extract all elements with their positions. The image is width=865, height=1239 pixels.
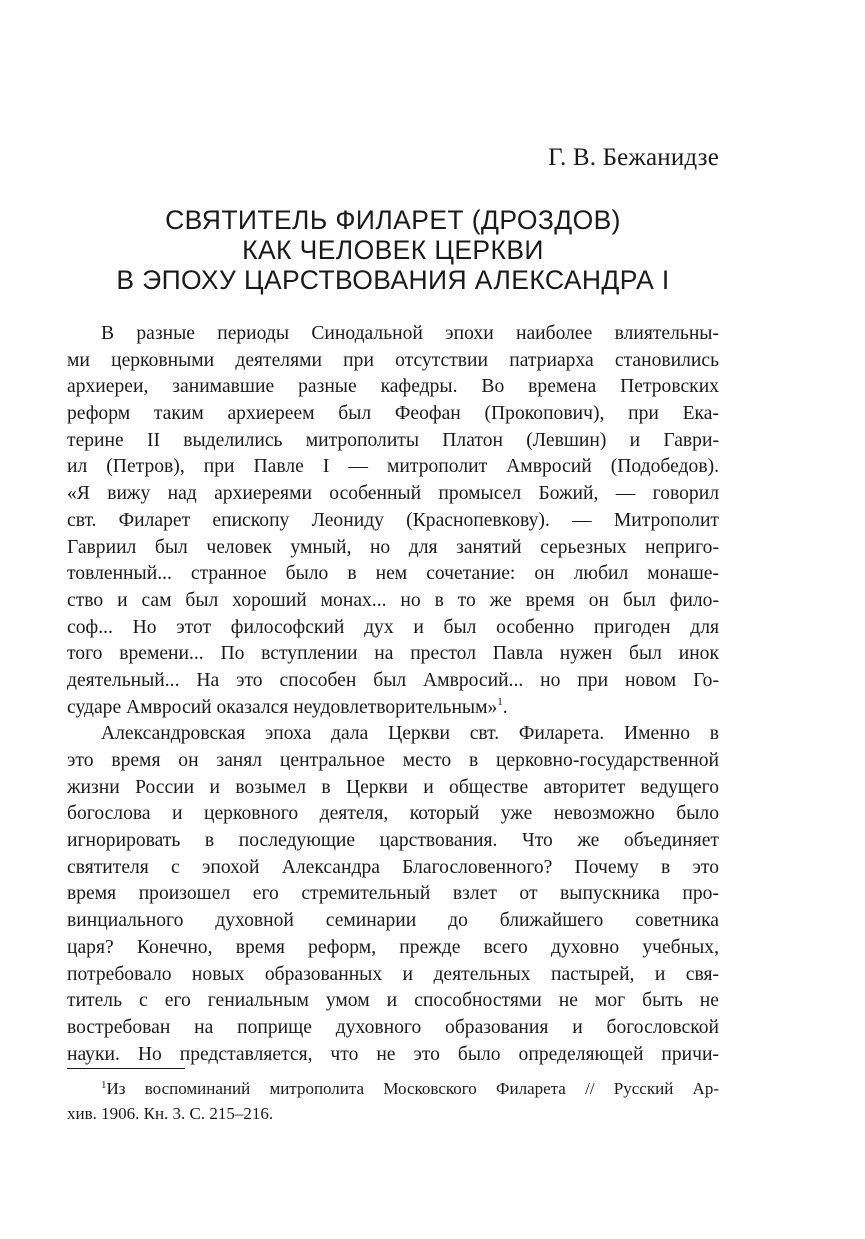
text-line: богослова и церковного деятеля, который уже невозможно было <box>67 803 719 825</box>
text-line: титель с его гениальным умом и способностями не мог быть не <box>67 990 719 1012</box>
title-line: СВЯТИТЕЛЬ ФИЛАРЕТ (ДРОЗДОВ) <box>165 205 621 235</box>
paragraph-1 <box>67 321 719 721</box>
text-line-content: сударе Амвросий оказался неудовлетворительным» <box>67 696 498 718</box>
footnote-line <box>67 1076 719 1101</box>
footnote-text: Из воспоминаний митрополита Московского Филарета // Русский Ар- <box>106 1079 719 1098</box>
footnote <box>67 1076 719 1126</box>
text-line: терине II выделились митрополиты Платон (Левшин) и Гаври- <box>67 429 719 451</box>
text-line: архиереи, занимавшие разные кафедры. Во времена Петровских <box>67 376 719 398</box>
text-line: деятельный... На это способен был Амвросий... но при новом Го- <box>67 669 719 691</box>
text-line: реформ таким архиереем был Феофан (Прокопович), при Ека- <box>67 403 719 425</box>
text-line: Александровская эпоха дала Церкви свт. Филарета. Именно в <box>101 723 719 745</box>
footnote-reference[interactable]: 1 <box>497 695 503 708</box>
text-line: соф... Но этот философский дух и был особенно пригоден для <box>67 616 719 638</box>
text-line: потребовало новых образованных и деятельных пастырей, и свя- <box>67 963 719 985</box>
title-line: В ЭПОХУ ЦАРСТВОВАНИЯ АЛЕКСАНДРА I <box>116 265 670 295</box>
text-line: ми церковными деятелями при отсутствии патриарха становились <box>67 349 719 371</box>
text-line: это время он занял центральное место в церковно-государственной <box>67 750 719 771</box>
text-line: товленный... странное было в нем сочетание: он любил монаше- <box>67 563 719 585</box>
article-body <box>67 321 719 1068</box>
text-line: святителя с эпохой Александра Благословенного? Почему в это <box>67 856 719 878</box>
text-line: ство и сам был хороший монах... но в то же время он был фило- <box>67 589 719 611</box>
text-line: игнорировать в последующие царствования. Что же объединяет <box>67 830 719 852</box>
title-line: КАК ЧЕЛОВЕК ЦЕРКВИ <box>242 235 544 265</box>
author-name: Г. В. Бежанидзе <box>548 144 719 171</box>
text-line: В разные периоды Синодальной эпохи наиболее влиятельны- <box>101 323 719 344</box>
text-line: того времени... По вступлении на престол Павла нужен был инок <box>67 643 719 665</box>
article-title <box>67 205 719 295</box>
footnote-line: хив. 1906. Кн. 3. С. 215–216. <box>67 1104 274 1123</box>
text-line: востребован на поприще духовного образования и богословской <box>67 1016 719 1038</box>
footnote-divider <box>67 1068 185 1069</box>
text-line: «Я вижу над архиереями особенный промысел Божий, — говорил <box>67 483 719 505</box>
text-line: науки. Но представляется, что не это было определяющей причи- <box>67 1043 719 1065</box>
text-line: ил (Петров), при Павле I — митрополит Амвросий (Подобедов). <box>67 456 719 478</box>
text-line-last: сударе Амвросий оказался неудовлетворительным»$^1$. <box>67 695 508 718</box>
paragraph-2 <box>67 721 719 1068</box>
text-line: Гавриил был человек умный, но для занятий серьезных неприго- <box>67 536 719 558</box>
footnote-number: 1 <box>101 1079 107 1091</box>
book-page <box>67 0 719 1239</box>
text-line: жизни России и возымел в Церкви и обществе авторитет ведущего <box>67 776 719 798</box>
text-line: винциального духовной семинарии до ближайшего советника <box>67 910 719 932</box>
text-line: время произошел его стремительный взлет от выпускника про- <box>67 883 719 905</box>
text-line: свт. Филарет епископу Леониду (Краснопевкову). — Митрополит <box>67 509 719 531</box>
text-line: царя? Конечно, время реформ, прежде всего духовно учебных, <box>67 936 719 958</box>
